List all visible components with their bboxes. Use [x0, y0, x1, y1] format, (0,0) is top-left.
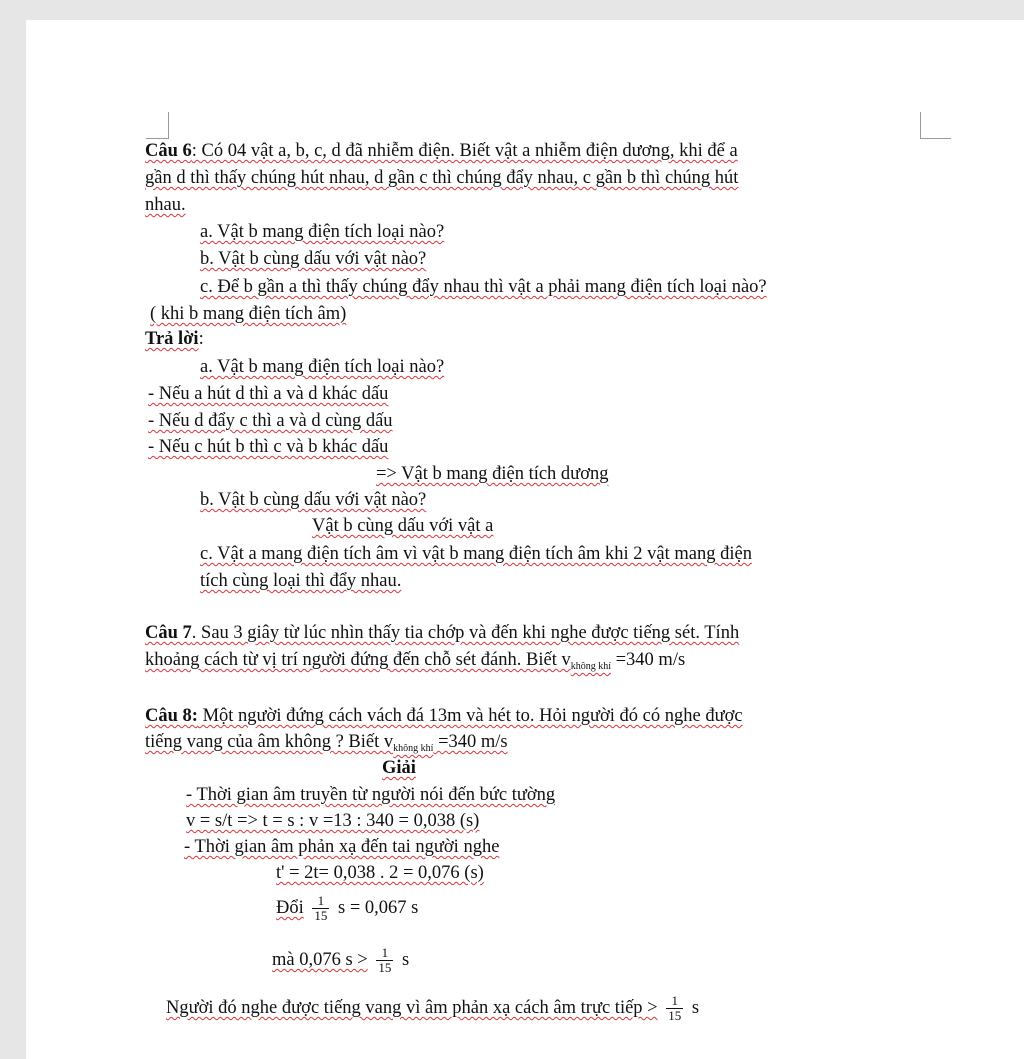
- q6-ans-c-line1: c. Vật a mang điện tích âm vì vật b mang điện tích âm khi 2 vật mang điện: [200, 544, 752, 564]
- q7-text2: khoảng cách từ vị trí người đứng đến chỗ sét đánh. Biết v: [145, 650, 571, 670]
- q6-intro-line3: nhau.: [145, 195, 186, 215]
- q6-answer-label: Trả lời:: [145, 329, 204, 349]
- margin-corner-right: [920, 112, 951, 139]
- q6-ans-c-line2: tích cùng loại thì đẩy nhau.: [200, 571, 402, 591]
- q6-item-b: b. Vật b cùng dấu với vật nào?: [200, 249, 427, 269]
- q8-step6-pre: mà 0,076 s >: [272, 949, 368, 970]
- q8-conclusion-post: s: [691, 997, 700, 1018]
- q6-ans-a-step1: - Nếu a hút d thì a và d khác dấu: [148, 384, 389, 404]
- q8-text2: tiếng vang của âm không ? Biết v: [145, 732, 394, 752]
- q8-conclusion: [166, 994, 699, 1023]
- q8-step3: - Thời gian âm phản xạ đến tai người nghe: [184, 837, 500, 857]
- q6-ans-a-step2: - Nếu d đẩy c thì a và d cùng dấu: [148, 411, 393, 431]
- document-page: [26, 20, 1024, 1059]
- fraction-numerator: 1: [666, 994, 683, 1009]
- q7-label: Câu 7: [145, 623, 192, 643]
- q6-intro-line2: gần d thì thấy chúng hút nhau, d gần c thì chúng đẩy nhau, c gần b thì chúng hút: [145, 168, 739, 188]
- q8-step6: [272, 946, 409, 975]
- q6-ans-a-result: => Vật b mang điện tích dương: [376, 464, 609, 484]
- fraction-denominator: 15: [314, 908, 328, 923]
- fraction-denominator: 15: [668, 1008, 682, 1023]
- q8-line1: [145, 705, 743, 727]
- fraction-numerator: 1: [312, 894, 329, 909]
- q7-line1: [145, 622, 739, 644]
- q8-label: Câu 8:: [145, 706, 198, 726]
- fraction-denominator: 15: [378, 960, 392, 975]
- q6-note: ( khi b mang điện tích âm): [150, 304, 347, 324]
- q8-conclusion-text: Người đó nghe được tiếng vang vì âm phản xạ cách âm trực tiếp >: [166, 997, 658, 1018]
- q8-text1: Một người đứng cách vách đá 13m và hét to. Hỏi người đó có nghe được: [197, 706, 743, 726]
- q8-step2: v = s/t => t = s : v =13 : 340 = 0,038 (s): [186, 811, 480, 831]
- q8-step5-post: s = 0,067 s: [338, 897, 419, 918]
- q8-solution-label: [382, 757, 416, 779]
- q8-value: =340 m/s: [433, 732, 508, 752]
- q8-step6-post: s: [401, 949, 410, 970]
- fraction: [312, 894, 329, 923]
- q6-intro-line1: [145, 140, 738, 162]
- q8-step1: - Thời gian âm truyền từ người nói đến bức tường: [186, 785, 556, 805]
- q7-subscript: không khí: [570, 661, 611, 672]
- margin-corner-left: [146, 112, 169, 139]
- fraction-numerator: 1: [376, 946, 393, 961]
- q6-label: Câu 6: [145, 141, 192, 161]
- fraction: [666, 994, 683, 1023]
- q8-step4: t' = 2t= 0,038 . 2 = 0,076 (s): [276, 863, 484, 883]
- q8-step5-pre: Đổi: [276, 897, 304, 918]
- q8-step5: [276, 894, 418, 923]
- q7-value: =340 m/s: [611, 650, 686, 670]
- q7-text1: . Sau 3 giây từ lúc nhìn thấy tia chớp và đến khi nghe được tiếng sét. Tính: [191, 623, 740, 643]
- q6-ans-b-result: Vật b cùng dấu với vật a: [312, 516, 494, 536]
- answer-label-text: Trả lời: [145, 329, 199, 349]
- q6-ans-a-step3: - Nếu c hút b thì c và b khác dấu: [148, 437, 389, 457]
- q6-intro-text1: : Có 04 vật a, b, c, d đã nhiễm điện. Biết vật a nhiễm điện dương, khi để a: [191, 141, 738, 161]
- q8-line2: [145, 731, 508, 756]
- q8-subscript: không khí: [393, 743, 434, 754]
- q6-item-a: a. Vật b mang điện tích loại nào?: [200, 222, 445, 242]
- q6-item-c: c. Để b gần a thì thấy chúng đẩy nhau thì vật a phải mang điện tích loại nào?: [200, 277, 767, 297]
- solution-label-text: Giải: [382, 758, 416, 778]
- q6-ans-b-question: b. Vật b cùng dấu với vật nào?: [200, 490, 427, 510]
- q7-line2: [145, 649, 685, 674]
- q6-ans-a-question: a. Vật b mang điện tích loại nào?: [200, 357, 445, 377]
- fraction: [376, 946, 393, 975]
